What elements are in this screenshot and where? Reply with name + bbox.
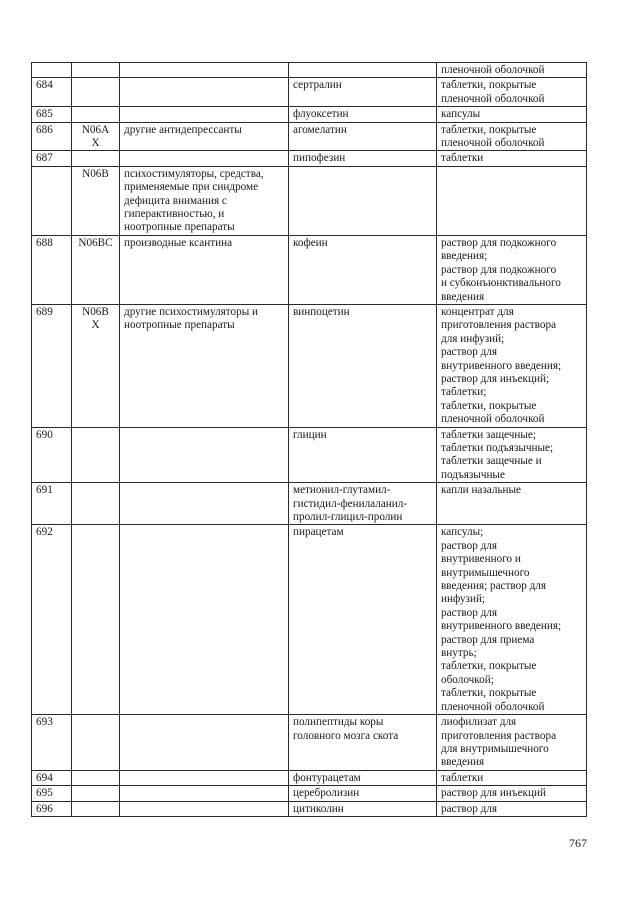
dosage-form-cell [437,786,587,801]
drug-name-cell [289,166,437,235]
anatomical-therapeutic-group-cell [120,483,289,525]
dosage-form-line: таблетки [441,771,484,784]
dosage-form-line: внутривенного введения; [441,359,562,372]
row-number: 686 [36,123,53,136]
dosage-form-line: введения [441,290,485,303]
dosage-form-cell [437,107,587,122]
dosage-form-line: таблетки защечные и [441,455,542,468]
table-row [32,427,587,483]
row-number-cell [32,151,72,166]
atc-code-cell [72,122,120,151]
anatomical-therapeutic-group-line: применяемые при синдроме [124,181,259,194]
anatomical-therapeutic-group-cell [120,107,289,122]
drug-name-line: пирацетам [293,526,344,539]
dosage-form-line: раствор для [441,802,498,815]
atc-code-cell [72,801,120,816]
drug-name-line: пролил-глицил-пролин [293,511,403,523]
atc-code-line: X [91,319,100,332]
anatomical-therapeutic-group-cell [120,78,289,107]
anatomical-therapeutic-group-cell [120,122,289,151]
drug-name-line: кофеин [293,236,328,249]
drug-name-cell [289,304,437,427]
drug-name-line: полипептиды коры [293,716,384,729]
dosage-form-line: введения; раствор для [441,580,547,593]
table-row [32,151,587,166]
dosage-form-line: раствор для подкожного [441,236,557,249]
dosage-form-line: капсулы; [441,526,484,539]
table-row [32,715,587,771]
dosage-form-line: для внутримышечного [441,742,549,755]
dosage-form-line: раствор для приема [441,633,535,646]
row-number-cell [32,786,72,801]
page-number: 767 [569,836,587,850]
drug-name-line: метионил-глутамил- [293,484,391,497]
drug-name-line: глицин [293,428,327,441]
dosage-form-line: приготовления раствора [441,729,557,742]
table-row [32,786,587,801]
dosage-form-line: введения; [441,250,488,263]
atc-code-cell [72,427,120,483]
anatomical-therapeutic-group-line: другие антидепрессанты [124,123,242,136]
dosage-form-line: раствор для [441,346,498,359]
atc-code-cell [72,786,120,801]
dosage-form-cell [437,801,587,816]
row-number: 692 [36,526,53,539]
atc-code-cell [72,235,120,304]
anatomical-therapeutic-group-line: производные ксантина [124,236,233,249]
dosage-form-line: раствор для [441,606,498,619]
dosage-form-cell [437,304,587,427]
dosage-form-line: таблетки, покрытые [441,687,537,700]
drug-name-line: винпоцетин [293,305,350,318]
dosage-form-line: таблетки; [441,386,487,399]
drug-name-line: флуоксетин [293,108,349,121]
row-number: 693 [36,716,53,729]
atc-code-cell [72,715,120,771]
anatomical-therapeutic-group-cell [120,304,289,427]
dosage-form-line: внутримышечного [441,566,530,579]
drug-name-cell [289,483,437,525]
table-row [32,801,587,816]
dosage-form-line: пленочной оболочкой [441,700,545,713]
row-number-cell [32,525,72,715]
drug-name-cell [289,107,437,122]
row-number: 695 [36,787,53,800]
row-number: 696 [36,802,53,815]
anatomical-therapeutic-group-cell [120,801,289,816]
anatomical-therapeutic-group-line: другие психостимуляторы и [124,305,259,318]
row-number-cell [32,770,72,785]
dosage-form-line: таблетки [441,152,484,165]
table-row [32,107,587,122]
dosage-form-line: таблетки, покрытые [441,123,537,136]
drug-name-cell [289,78,437,107]
row-number-cell [32,483,72,525]
table-body [32,63,587,817]
dosage-form-line: и субконъюнктивального [441,277,561,290]
drug-name-cell [289,801,437,816]
anatomical-therapeutic-group-cell [120,786,289,801]
row-number-cell [32,304,72,427]
row-number: 689 [36,305,53,318]
dosage-form-line: внутривенного и [441,553,521,566]
dosage-form-line: введения [441,756,485,769]
anatomical-therapeutic-group-cell [120,427,289,483]
dosage-form-cell [437,770,587,785]
drug-name-cell [289,525,437,715]
row-number-cell [32,78,72,107]
drug-registry-table [31,62,587,817]
atc-code-cell [72,78,120,107]
dosage-form-line: таблетки, покрытые [441,660,537,673]
dosage-form-line: инфузий; [441,593,486,606]
dosage-form-cell [437,151,587,166]
drug-name-line: головного мозга скота [293,729,399,742]
dosage-form-line: раствор для [441,539,498,552]
atc-code-line: N06BC [78,236,113,249]
atc-code-cell [72,770,120,785]
drug-name-line: церебролизин [293,787,360,800]
dosage-form-line: оболочкой; [441,673,494,686]
table-row [32,63,587,78]
anatomical-therapeutic-group-cell [120,770,289,785]
anatomical-therapeutic-group-cell [120,63,289,78]
drug-name-line: гистидил-фенилаланил- [293,497,408,510]
drug-name-line: цитиколин [293,802,344,815]
dosage-form-line: пленочной оболочкой [441,92,545,105]
dosage-form-line: таблетки, покрытые [441,79,537,92]
atc-code-line: N06A [81,123,110,136]
dosage-form-line: пленочной оболочкой [441,137,545,150]
row-number-cell [32,107,72,122]
anatomical-therapeutic-group-line: ноотропные препараты [124,319,235,332]
dosage-form-line: внутрь; [441,647,477,660]
table-row [32,483,587,525]
drug-name-cell [289,715,437,771]
table-row [32,770,587,785]
table-row [32,166,587,235]
table-row [32,122,587,151]
drug-name-line: агомелатин [293,123,347,136]
row-number-cell [32,122,72,151]
atc-code-cell [72,107,120,122]
atc-code-line: X [91,137,100,150]
atc-code-cell [72,63,120,78]
dosage-form-line: внутривенного введения; [441,620,562,633]
table-row [32,525,587,715]
drug-name-cell [289,63,437,78]
dosage-form-cell [437,122,587,151]
dosage-form-line: концентрат для [441,305,514,318]
dosage-form-cell [437,78,587,107]
anatomical-therapeutic-group-cell [120,151,289,166]
dosage-form-line: приготовления раствора [441,319,557,332]
row-number-cell [32,63,72,78]
atc-code-cell [72,525,120,715]
atc-code-cell [72,166,120,235]
drug-name-line: сертралин [293,79,342,92]
dosage-form-line: пленочной оболочкой [441,413,545,426]
row-number-cell [32,801,72,816]
drug-name-cell [289,786,437,801]
drug-name-line: пипофезин [293,152,346,165]
table-row [32,304,587,427]
atc-code-cell [72,304,120,427]
dosage-form-line: пленочной оболочкой [441,64,545,76]
dosage-form-line: лиофилизат для [441,716,517,729]
anatomical-therapeutic-group-cell [120,715,289,771]
atc-code-line: N06B [82,305,109,318]
dosage-form-cell [437,715,587,771]
row-number-cell [32,235,72,304]
row-number: 694 [36,771,53,784]
dosage-form-line: капли назальные [441,484,522,497]
anatomical-therapeutic-group-line: психостимуляторы, средства, [124,167,264,180]
table-row [32,78,587,107]
dosage-form-cell [437,427,587,483]
dosage-form-line: таблетки подъязычные; [441,441,554,454]
drug-name-cell [289,151,437,166]
row-number-cell [32,427,72,483]
drug-name-cell [289,770,437,785]
row-number: 687 [36,152,53,165]
row-number-cell [32,715,72,771]
drug-name-line: фонтурацетам [293,771,361,784]
row-number: 685 [36,108,53,121]
dosage-form-line: для инфузий; [441,332,505,345]
dosage-form-line: раствор для инъекций [441,787,546,800]
dosage-form-cell [437,483,587,525]
atc-code-cell [72,483,120,525]
drug-name-cell [289,427,437,483]
anatomical-therapeutic-group-line: дефицита внимания с [124,194,227,207]
table-row [32,235,587,304]
anatomical-therapeutic-group-cell [120,166,289,235]
dosage-form-line: таблетки, покрытые [441,399,537,412]
row-number-cell [32,166,72,235]
row-number: 688 [36,236,53,249]
anatomical-therapeutic-group-line: гиперактивностью, и [124,208,225,221]
dosage-form-cell [437,63,587,78]
dosage-form-line: раствор для подкожного [441,263,557,276]
row-number: 690 [36,428,53,441]
row-number: 691 [36,484,53,497]
drug-name-cell [289,235,437,304]
dosage-form-cell [437,235,587,304]
anatomical-therapeutic-group-cell [120,235,289,304]
atc-code-cell [72,151,120,166]
dosage-form-line: раствор для инъекций; [441,372,550,385]
anatomical-therapeutic-group-cell [120,525,289,715]
dosage-form-cell [437,525,587,715]
anatomical-therapeutic-group-line: ноотропные препараты [124,221,235,234]
dosage-form-cell [437,166,587,235]
dosage-form-line: таблетки защечные; [441,428,536,441]
dosage-form-line: подъязычные [441,468,505,481]
dosage-form-line: капсулы [441,108,481,121]
drug-name-cell [289,122,437,151]
atc-code-line: N06B [82,167,109,180]
row-number: 684 [36,79,53,92]
